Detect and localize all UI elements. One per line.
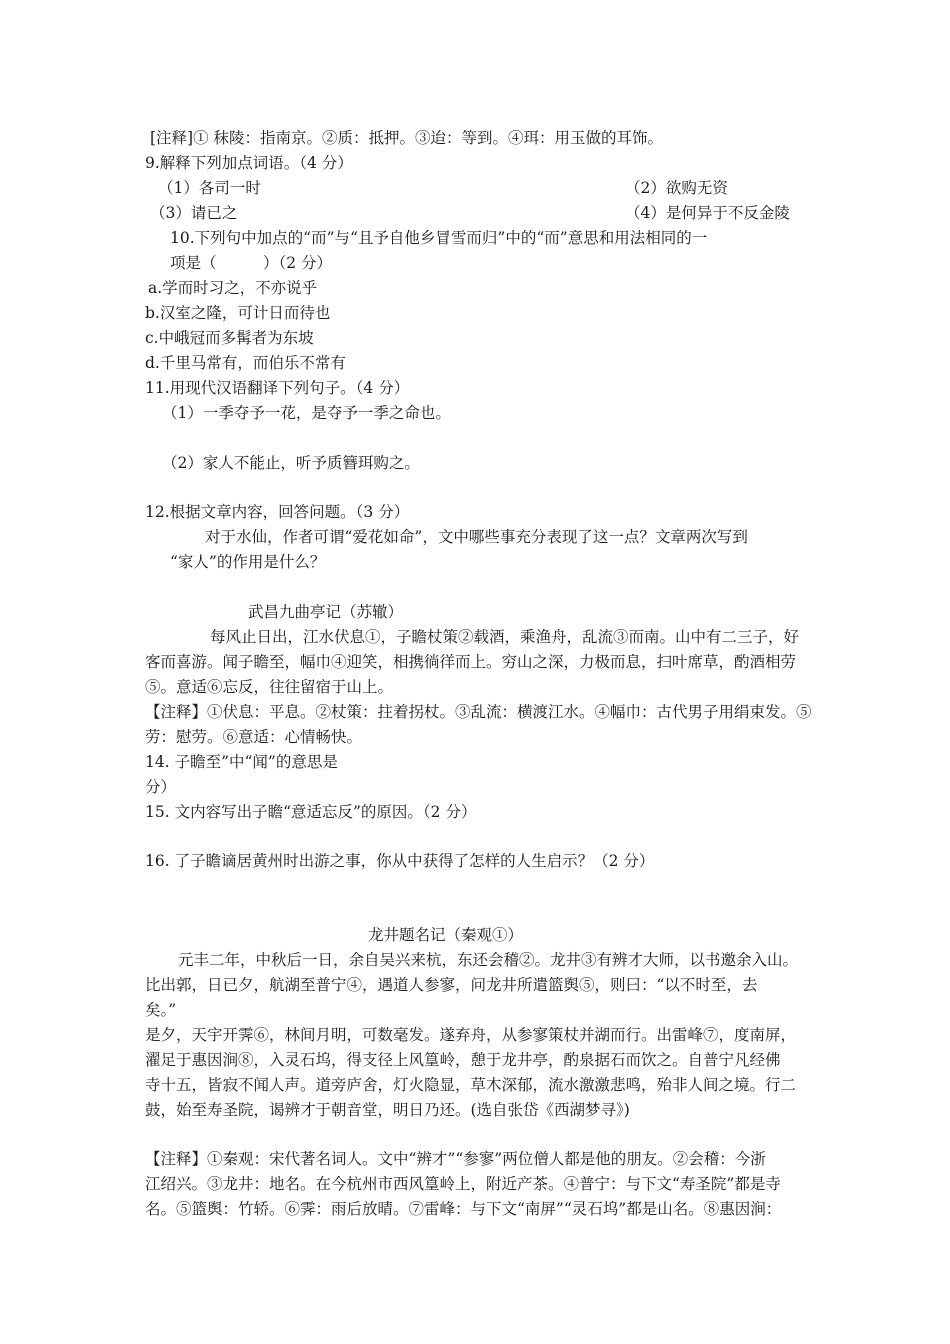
passage-2-note-line-2: 劳：慰劳。⑥意适：心情畅快。 [145,728,363,746]
question-9-item-3: （3）请已之 [150,204,238,222]
passage-2-line-3: ⑤。意适⑥忘反，往往留宿于山上。 [145,678,394,696]
passage-2-note-line-1: 【注释】①伏息：平息。②杖策：拄着拐杖。③乱流：横渡江水。④幅巾：古代男子用绢束发。⑤ [145,703,812,721]
passage-3-note-line-1: 【注释】①秦观：宋代著名词人。文中“辨才”“参寥”两位僧人都是他的朋友。②会稽：今浙 [145,1150,766,1168]
question-12-line-2: “家人”的作用是什么？ [170,553,326,571]
passage-3-line-7: 鼓，始至寿圣院，谒辨才于朝音堂，明日乃还。(选自张岱《西湖梦寻》) [145,1101,630,1119]
passage-3-line-3: 矣。” [145,1001,177,1019]
question-10-option-a: a.学而时习之，不亦说乎 [148,279,318,297]
question-11-item-2: （2）家人不能止，听予质簪珥购之。 [162,454,420,472]
question-10-option-d: d.千里马常有，而伯乐不常有 [145,354,346,372]
passage-2-line-2: 客而喜游。闻子瞻至，幅巾④迎笑，相携徜徉而上。穷山之深，力极而息，扫叶席草，酌酒相劳 [145,653,797,671]
passage-2-title: 武昌九曲亭记（苏辙） [248,603,404,621]
question-10-option-b: b.汉室之隆，可计日而待也 [145,304,331,322]
passage-3-line-6: 寺十五，皆寂不闻人声。道旁庐舍，灯火隐显，草木深郁，流水激激悲鸣，殆非人间之境。行二 [145,1076,797,1094]
passage-3-note-line-3: 名。⑤篮舆：竹轿。⑥霁：雨后放晴。⑦雷峰：与下文“南屏”“灵石坞”都是山名。⑧惠因涧： [145,1200,782,1218]
passage-3-note-line-2: 江绍兴。③龙井：地名。在今杭州市西风篁岭上，附近产茶。④普宁：与下文“寿圣院”都是寺 [145,1175,781,1193]
passage-3-line-1: 元丰二年，中秋后一日，余自吴兴来杭，东还会稽②。龙井③有辨才大师，以书邀余入山。 [178,951,799,969]
passage-2-line-1: 每风止日出，江水伏息①，子瞻杖策②载酒，乘渔舟，乱流③而南。山中有二三子，好 [210,628,800,646]
question-9-item-4: （4）是何异于不反金陵 [625,204,790,222]
question-10-line-2: 项是（ ）（2 分） [170,254,333,272]
question-14-line-1: 14. 子瞻至”中“闻”的意思是 [145,753,338,771]
question-12-line-1: 对于水仙，作者可谓“爱花如命”，文中哪些事充分表现了这一点？文章两次写到 [205,528,748,546]
question-10-option-c: c.中峨冠而多髯者为东坡 [145,329,314,347]
question-15: 15. 文内容写出子瞻“意适忘反”的原因。（2 分） [145,803,477,821]
passage-3-line-2: 比出郭，日已夕，航湖至普宁④，遇道人参寥，问龙井所遣篮舆⑤，则曰：“以不时至，去 [145,976,758,994]
question-14-line-2: 分） [145,778,177,796]
question-9-item-1: （1）各司一时 [158,179,261,197]
question-9-item-2: （2）欲购无资 [625,179,728,197]
passage-3-line-5: 濯足于惠因涧⑧，入灵石坞，得支径上风篁岭，憩于龙井亭，酌泉据石而饮之。自普宁凡经佛 [145,1051,781,1069]
question-9: 9.解释下列加点词语。（4 分） [145,154,353,172]
question-11: 11.用现代汉语翻译下列句子。（4 分） [145,379,410,397]
annotation-note-1: [注释]① 秣陵：指南京。②质：抵押。③迨：等到。④珥：用玉做的耳饰。 [150,129,664,147]
question-12: 12.根据文章内容，回答问题。（3 分） [145,503,410,521]
question-16: 16. 了子瞻谪居黄州时出游之事，你从中获得了怎样的人生启示？（2 分） [145,852,655,870]
passage-3-title: 龙井题名记（秦观①） [368,926,524,944]
question-10-line-1: 10.下列句中加点的“而”与“且予自他乡冒雪而归”中的“而”意思和用法相同的一 [170,229,708,247]
question-11-item-1: （1）一季夺予一花，是夺予一季之命也。 [162,404,451,422]
passage-3-line-4: 是夕，天宇开霁⑥，林间月明，可数毫发。遂弃舟，从参寥策杖并湖而行。出雷峰⑦，度南屏， [145,1026,797,1044]
